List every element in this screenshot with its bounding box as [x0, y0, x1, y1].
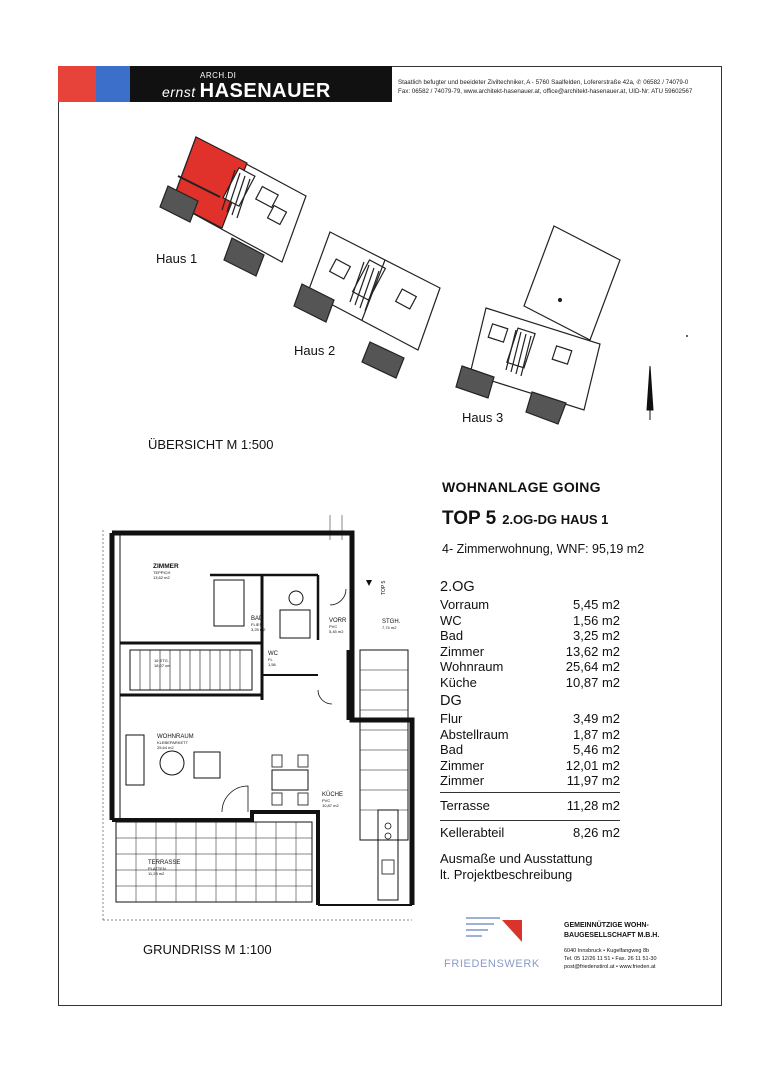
svg-text:TEPPICH: TEPPICH [153, 570, 171, 575]
entry-arrow-icon [366, 580, 372, 586]
plan-stair: 16 STG. [154, 658, 169, 663]
company-address: 6040 Innsbruck • Kugelfangweg 8b Tel. 05 12/26 11 51 • Fax. 26 11 51-30 post@friedenstirol.at • www.frieden.at [564, 948, 657, 970]
svg-text:11,28 m2: 11,28 m2 [148, 871, 165, 876]
area-row: Wohnraum 25,64 m2 [440, 659, 620, 675]
plan-zimmer: ZIMMER [153, 563, 179, 570]
contact-line-1: Staatlich befugter und beeideter Ziviltechniker, A - 5760 Saalfelden, Lofererstraße 42a, ✆ 06582 / 74079-0 [398, 79, 689, 86]
haus1-label: Haus 1 [156, 251, 198, 266]
cellar-row: Kellerabteil 8,26 m2 [440, 825, 620, 840]
area-row: Zimmer 13,62 m2 [440, 643, 620, 659]
area-row: Flur 3,49 m2 [440, 711, 620, 726]
top-number: TOP 5 [442, 508, 497, 529]
og-section-label: 2.OG [440, 579, 475, 595]
terrace-row: Terrasse 11,28 m2 [440, 798, 620, 813]
overview-scale-label: ÜBERSICHT M 1:500 [148, 437, 274, 452]
plan-vorr: VORR [329, 618, 347, 624]
plan-terrasse: TERRASSE [148, 860, 181, 866]
company-name: GEMEINNÜTZIGE WOHN- BAUGESELLSCHAFT M.B.H. [564, 922, 660, 939]
contact-line-2: Fax: 06582 / 74079-79, www.architekt-hasenauer.at, office@architekt-hasenauer.at, UID-Nr: ATU 59602567 [398, 88, 693, 95]
svg-text:PVC: PVC [329, 624, 338, 629]
friedenswerk-brand: FRIEDENSWERK [444, 958, 540, 970]
svg-text:10,87 m2: 10,87 m2 [322, 803, 339, 808]
area-row: Küche 10,87 m2 [440, 674, 620, 690]
plan-bad: BAD [251, 616, 264, 622]
area-row: Zimmer 11,97 m2 [440, 773, 620, 789]
plan-kueche: KÜCHE [322, 792, 344, 798]
architect-first-name: ernst [162, 84, 196, 100]
architect-title: ARCH.DI [200, 71, 237, 80]
plan-wohnraum: WOHNRAUM [157, 734, 194, 740]
plan-top5: TOP 5 [381, 580, 387, 595]
dg-section-label: DG [440, 693, 462, 709]
svg-text:1,56: 1,56 [268, 662, 276, 667]
apartment-type: 4- Zimmerwohnung, WNF: 95,19 m2 [442, 542, 645, 556]
svg-text:13,62 m2: 13,62 m2 [153, 575, 170, 580]
svg-text:7,74 m2: 7,74 m2 [382, 625, 397, 630]
svg-text:25,64 m2: 25,64 m2 [157, 745, 174, 750]
area-row: Abstellraum 1,87 m2 [440, 726, 620, 742]
svg-text:PLATTEN: PLATTEN [148, 866, 166, 871]
svg-text:KLEBEPARKETT: KLEBEPARKETT [157, 740, 189, 745]
area-row: Vorraum 5,45 m2 [440, 597, 620, 612]
architect-last-name: HASENAUER [199, 80, 331, 102]
area-row: Bad 5,46 m2 [440, 742, 620, 758]
svg-text:FLIES: FLIES [251, 622, 263, 627]
plan-stgh: STGH. [382, 619, 401, 625]
area-row: Zimmer 12,01 m2 [440, 757, 620, 773]
plan-scale-label: GRUNDRISS M 1:100 [143, 942, 272, 957]
haus2-label: Haus 2 [294, 343, 336, 358]
area-row: Bad 3,25 m2 [440, 628, 620, 644]
svg-text:FL: FL [268, 657, 273, 662]
spec-note: Ausmaße und Ausstattung lt. Projektbeschreibung [440, 851, 593, 882]
svg-text:3,25 m2: 3,25 m2 [251, 627, 266, 632]
north-label: N [647, 398, 653, 405]
project-name: WOHNANLAGE GOING [442, 479, 601, 495]
plan-wc: WC [268, 651, 278, 657]
svg-text:PVC: PVC [322, 798, 331, 803]
haus3-label: Haus 3 [462, 410, 504, 425]
top-level: 2.OG-DG HAUS 1 [502, 512, 609, 527]
area-row: WC 1,56 m2 [440, 612, 620, 628]
svg-text:5,45 m2: 5,45 m2 [329, 629, 344, 634]
svg-text:18,07 cm: 18,07 cm [154, 663, 171, 668]
friedenswerk-logo [464, 912, 534, 952]
